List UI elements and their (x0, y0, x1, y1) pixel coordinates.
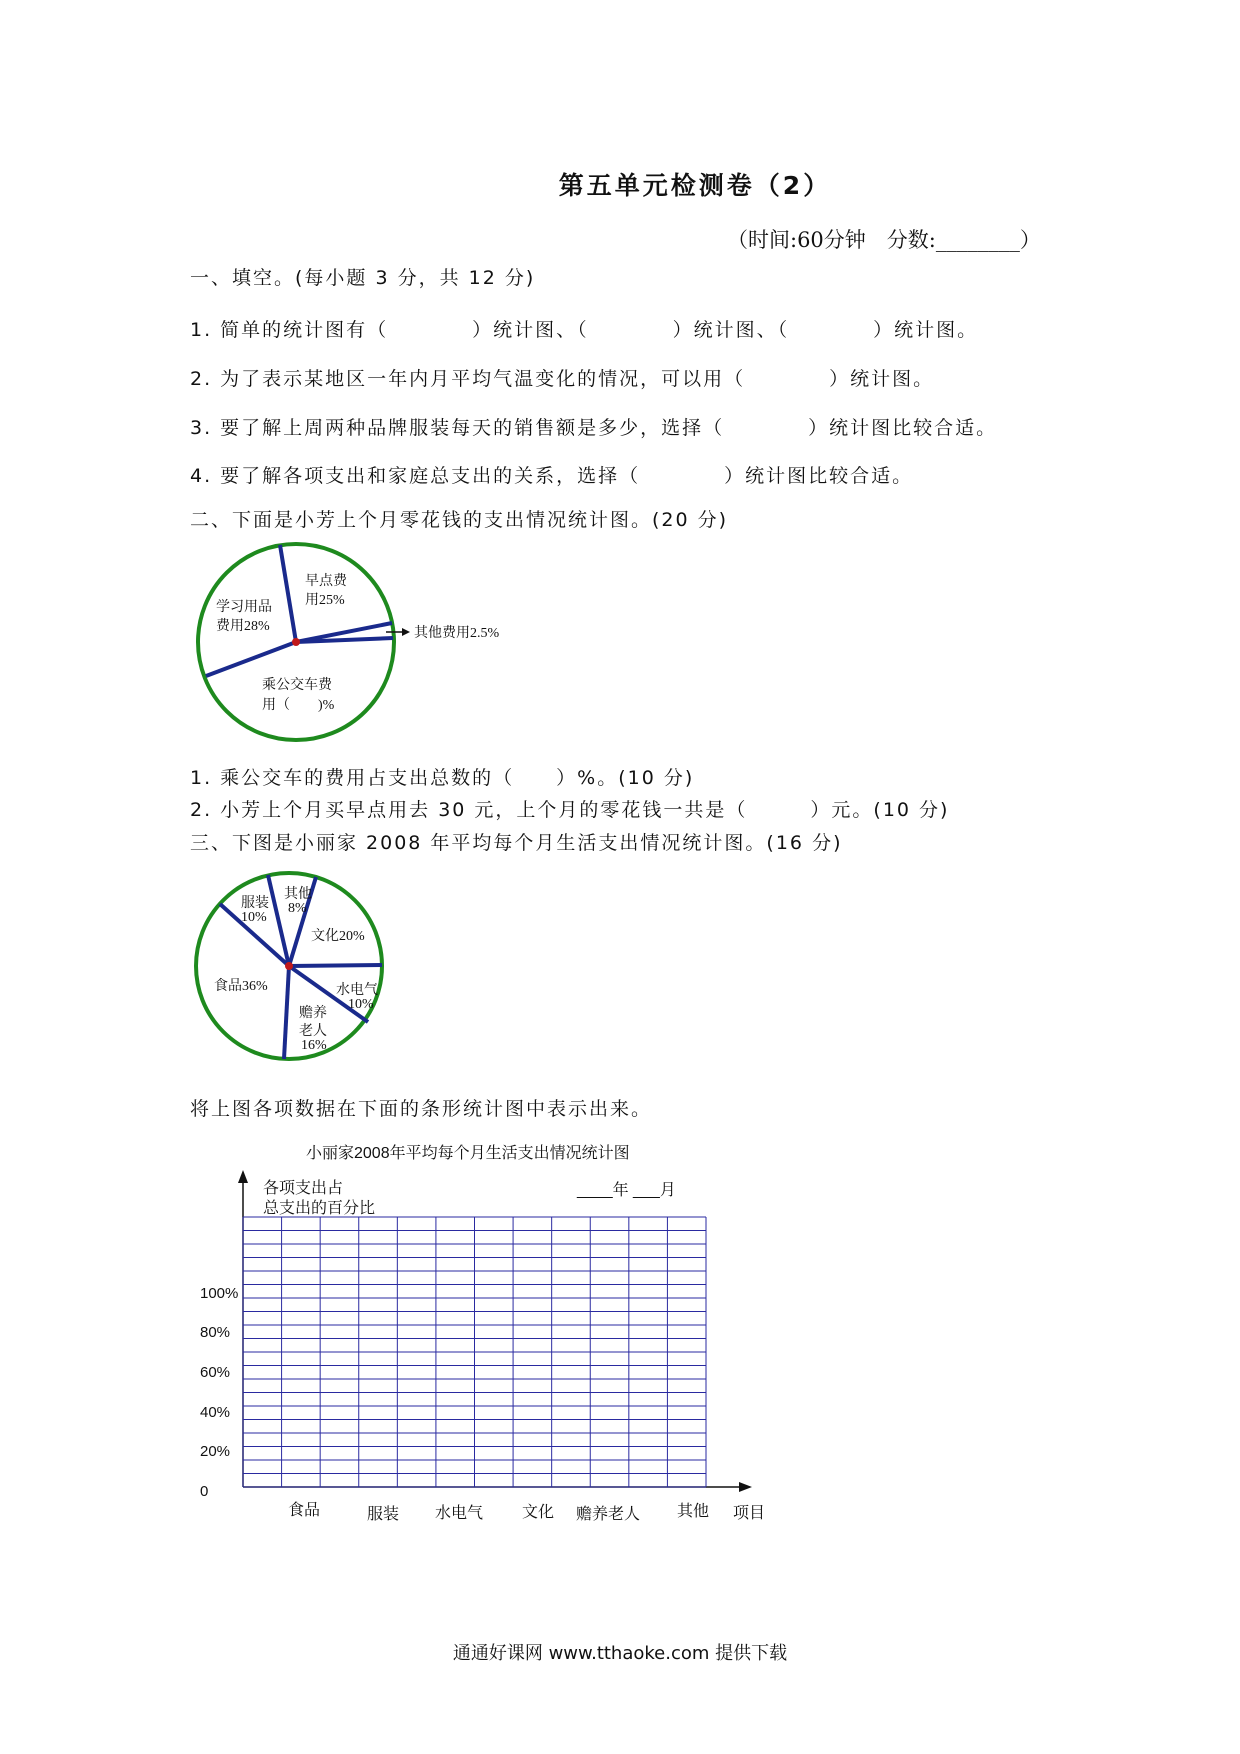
pie2-radius-wenhua (289, 965, 382, 966)
x-cat-shanyang: 赡养老人 (576, 1506, 641, 1523)
bar-chart (238, 1170, 752, 1492)
pie1-label-zaodian-value: 用25% (305, 593, 345, 608)
pie1-label-xuexi: 学习用品 (216, 600, 272, 615)
bar-chart-title: 小丽家2008年平均每个月生活支出情况统计图 (306, 1145, 630, 1162)
section2-heading: 二、下面是小芳上个月零花钱的支出情况统计图。(20 分) (190, 509, 729, 531)
y-axis-label-line2: 总支出的百分比 (263, 1200, 376, 1217)
pie1-radius-lower-left (206, 642, 296, 676)
pie2-label-fuzhuang-value: 10% (241, 910, 267, 925)
section3-heading: 三、下图是小丽家 2008 年平均每个月生活支出情况统计图。(16 分) (190, 832, 843, 854)
section1-heading: 一、填空。(每小题 3 分，共 12 分) (190, 267, 536, 289)
x-cat-shipin: 食品 (288, 1502, 321, 1519)
pie1-arrow-head (402, 628, 410, 636)
x-cat-wenhua: 文化 (522, 1504, 555, 1521)
pie2-label-shuidianqi: 水电气 (336, 983, 378, 998)
page-title: 第五单元检测卷（2） (558, 171, 832, 200)
x-cat-fuzhuang: 服装 (367, 1506, 400, 1523)
x-axis-arrow (739, 1482, 752, 1492)
pie1-center-dot (292, 638, 300, 646)
pie1-label-xuexi-value: 费用28% (216, 619, 270, 634)
pie2-label-shanyang-value: 16% (301, 1038, 327, 1053)
pie2-label-qita: 其他 (284, 887, 312, 902)
date-blank: ____年 ___月 (577, 1182, 676, 1199)
pie2-label-shuidianqi-value: 10% (348, 997, 374, 1012)
y-tick-20: 20% (200, 1443, 231, 1460)
section1-q2: 2. 为了表示某地区一年内月平均气温变化的情况，可以用（ ）统计图。 (190, 368, 935, 390)
section2-q2: 2. 小芳上个月买早点用去 30 元，上个月的零花钱一共是（ ）元。(10 分) (190, 799, 950, 821)
section1-q1: 1. 简单的统计图有（ ）统计图、（ ）统计图、（ ）统计图。 (190, 319, 979, 341)
section1-q3: 3. 要了解上周两种品牌服装每天的销售额是多少，选择（ ）统计图比较合适。 (190, 417, 998, 439)
y-tick-40: 40% (200, 1404, 231, 1421)
section2-q1: 1. 乘公交车的费用占支出总数的（ ）%。(10 分) (190, 767, 695, 789)
pie1-label-qita: 其他费用2.5% (414, 626, 500, 641)
pie2-label-fuzhuang: 服装 (241, 896, 269, 911)
pie2-center-dot (285, 962, 293, 970)
pie2-label-shipin: 食品36% (214, 979, 268, 994)
y-tick-100: 100% (200, 1285, 239, 1302)
pie2-label-shanyang: 赡养 (299, 1006, 327, 1021)
pie2-radius-shanyang (284, 966, 289, 1059)
pie1-label-gongjiao: 乘公交车费 (262, 678, 332, 693)
y-tick-80: 80% (200, 1324, 231, 1341)
pie1-label-gongjiao-value: 用（ )% (262, 698, 335, 713)
y-tick-0: 0 (200, 1483, 209, 1500)
y-axis-label-line1: 各项支出占 (263, 1180, 344, 1197)
section1-q4: 4. 要了解各项支出和家庭总支出的关系，选择（ ）统计图比较合适。 (190, 465, 914, 487)
pie2-label-shanyang-2: 老人 (299, 1024, 327, 1039)
time-score-line: （时间:60分钟 分数:________） (727, 228, 1041, 252)
x-cat-shuidianqi: 水电气 (435, 1505, 484, 1522)
pie1-label-zaodian: 早点费 (305, 574, 347, 589)
y-tick-60: 60% (200, 1364, 231, 1381)
pie1-radius-top (280, 545, 296, 642)
bar-chart-grid (243, 1217, 706, 1487)
x-axis-label: 项目 (733, 1505, 766, 1522)
pie2-label-qita-value: 8% (288, 901, 307, 916)
pie2-label-wenhua: 文化20% (311, 929, 365, 944)
x-cat-qita: 其他 (677, 1503, 710, 1520)
footer-credit: 通通好课网 www.tthaoke.com 提供下载 (452, 1643, 788, 1664)
y-axis-arrow (238, 1170, 248, 1183)
section3-instruction: 将上图各项数据在下面的条形统计图中表示出来。 (190, 1098, 653, 1120)
